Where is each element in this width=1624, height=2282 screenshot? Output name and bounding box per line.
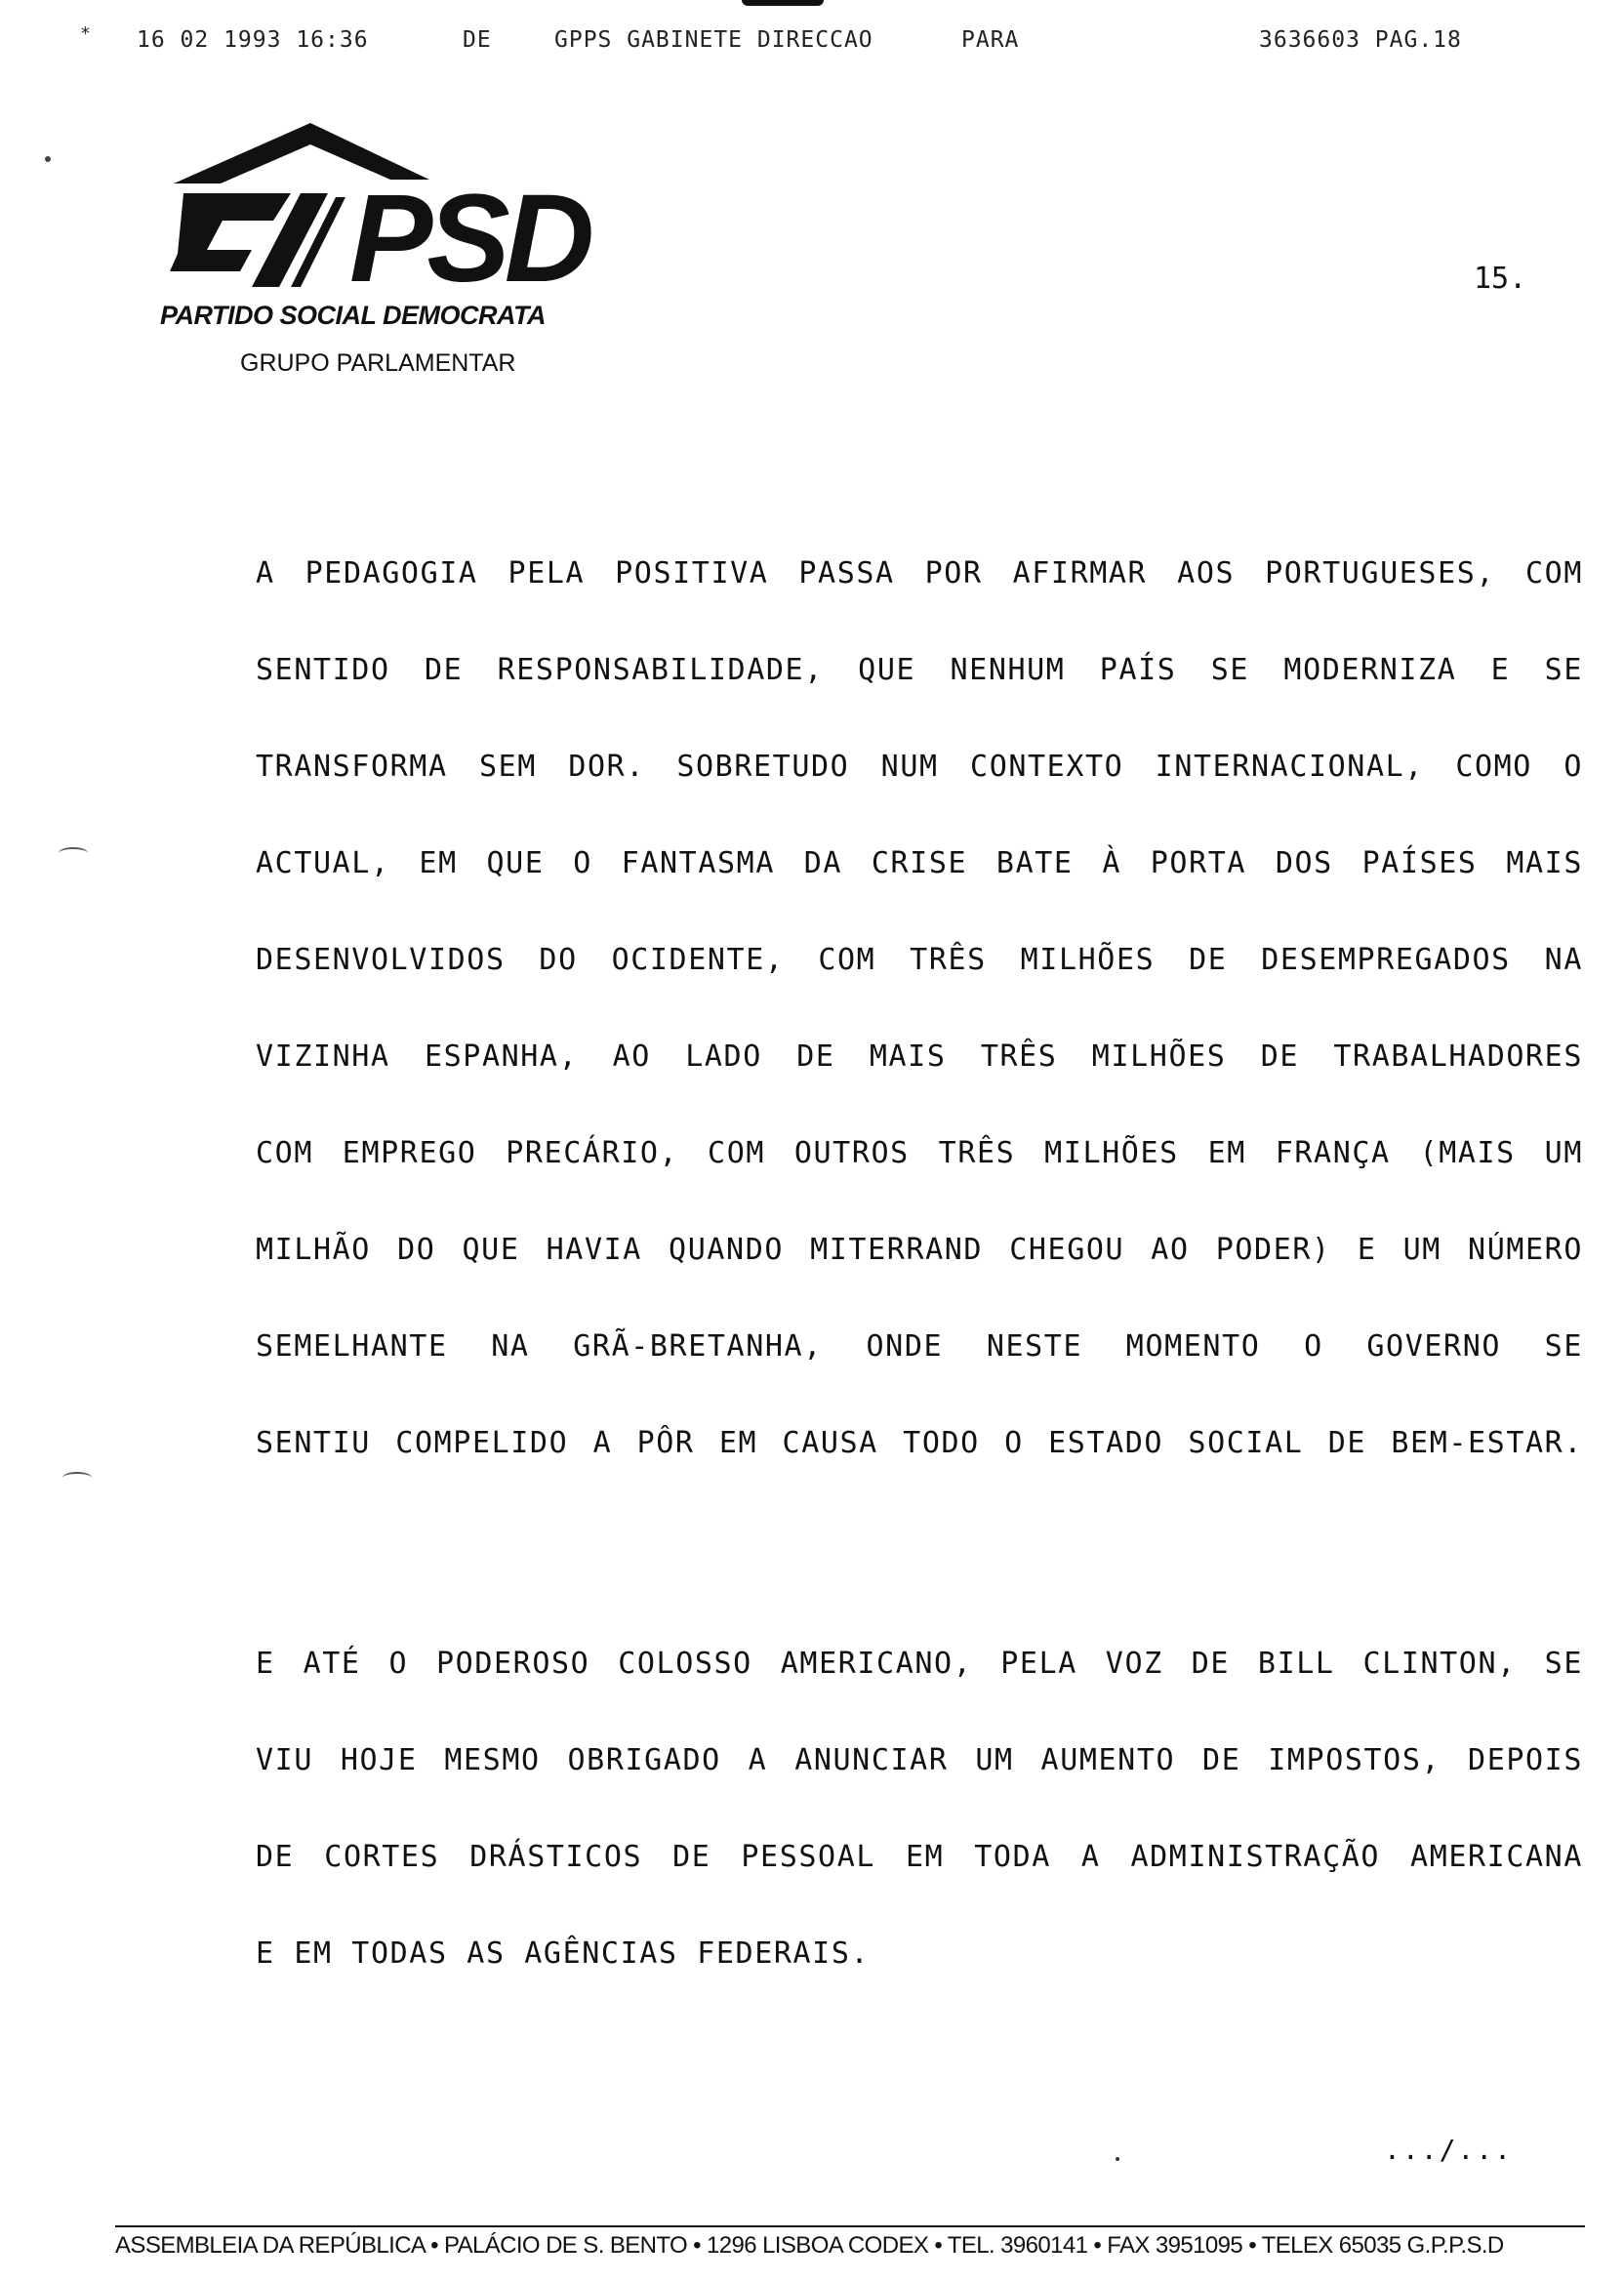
continuation-mark: .../... — [1384, 2134, 1514, 2166]
party-name: PARTIDO SOCIAL DEMOCRATA — [160, 301, 547, 330]
text-line: E ATÉ O PODEROSO COLOSSO AMERICANO, PELA VOZ DE BILL CLINTON, SE — [256, 1647, 1583, 1681]
fax-top-edge-mark — [742, 0, 824, 6]
fax-reference: 3636603 PAG.18 — [1259, 27, 1462, 53]
fax-transmission-header — [0, 23, 1624, 61]
fax-sender: GPPS GABINETE DIRECCAO — [554, 27, 873, 53]
text-line: DESENVOLVIDOS DO OCIDENTE, COM TRÊS MILHÕES DE DESEMPREGADOS NA — [256, 943, 1583, 977]
text-line: VIZINHA ESPANHA, AO LADO DE MAIS TRÊS MILHÕES DE TRABALHADORES — [256, 1039, 1583, 1074]
fax-from-label: DE — [463, 27, 492, 53]
fax-datetime: 16 02 1993 16:36 — [137, 27, 369, 53]
footer-address: ASSEMBLEIA DA REPÚBLICA • PALÁCIO DE S. BENTO • 1296 LISBOA CODEX • TEL. 3960141 • FAX 3951095 • TELEX 65035 G.P.P.S.D — [115, 2232, 1504, 2259]
psd-wordmark: PSD — [349, 169, 589, 301]
footer-divider — [115, 2225, 1585, 2227]
text-line: SEMELHANTE NA GRÃ-BRETANHA, ONDE NESTE MOMENTO O GOVERNO SE — [256, 1329, 1583, 1364]
text-line: VIU HOJE MESMO OBRIGADO A ANUNCIAR UM AUMENTO DE IMPOSTOS, DEPOIS — [256, 1743, 1583, 1777]
margin-artifact — [45, 156, 51, 162]
text-line: TRANSFORMA SEM DOR. SOBRETUDO NUM CONTEXTO INTERNACIONAL, COMO O — [256, 750, 1583, 784]
paragraph-1 — [256, 554, 1583, 1521]
text-line: DE CORTES DRÁSTICOS DE PESSOAL EM TODA A ADMINISTRAÇÃO AMERICANA — [256, 1840, 1583, 1874]
margin-artifact — [59, 847, 88, 859]
fax-to-label: PARA — [961, 27, 1020, 53]
text-line: MILHÃO DO QUE HAVIA QUANDO MITERRAND CHEGOU AO PODER) E UM NÚMERO — [256, 1233, 1583, 1267]
stray-dot — [1116, 2157, 1119, 2161]
fax-header-mark: * — [80, 23, 92, 44]
parliamentary-group: GRUPO PARLAMENTAR — [240, 349, 516, 377]
text-line: A PEDAGOGIA PELA POSITIVA PASSA POR AFIRMAR AOS PORTUGUESES, COM — [256, 556, 1583, 591]
margin-artifact — [62, 1472, 92, 1484]
page-number: 15. — [1474, 262, 1527, 296]
psd-logo — [164, 115, 652, 301]
psd-letterhead — [160, 115, 652, 408]
text-line: E EM TODAS AS AGÊNCIAS FEDERAIS. — [256, 1936, 871, 1971]
paragraph-2 — [256, 1645, 1583, 2031]
text-line: ACTUAL, EM QUE O FANTASMA DA CRISE BATE À PORTA DOS PAÍSES MAIS — [256, 846, 1583, 880]
text-line: COM EMPREGO PRECÁRIO, COM OUTROS TRÊS MILHÕES EM FRANÇA (MAIS UM — [256, 1136, 1583, 1170]
text-line: SENTIU COMPELIDO A PÔR EM CAUSA TODO O ESTADO SOCIAL DE BEM-ESTAR. — [256, 1426, 1583, 1460]
text-line: SENTIDO DE RESPONSABILIDADE, QUE NENHUM PAÍS SE MODERNIZA E SE — [256, 653, 1583, 687]
